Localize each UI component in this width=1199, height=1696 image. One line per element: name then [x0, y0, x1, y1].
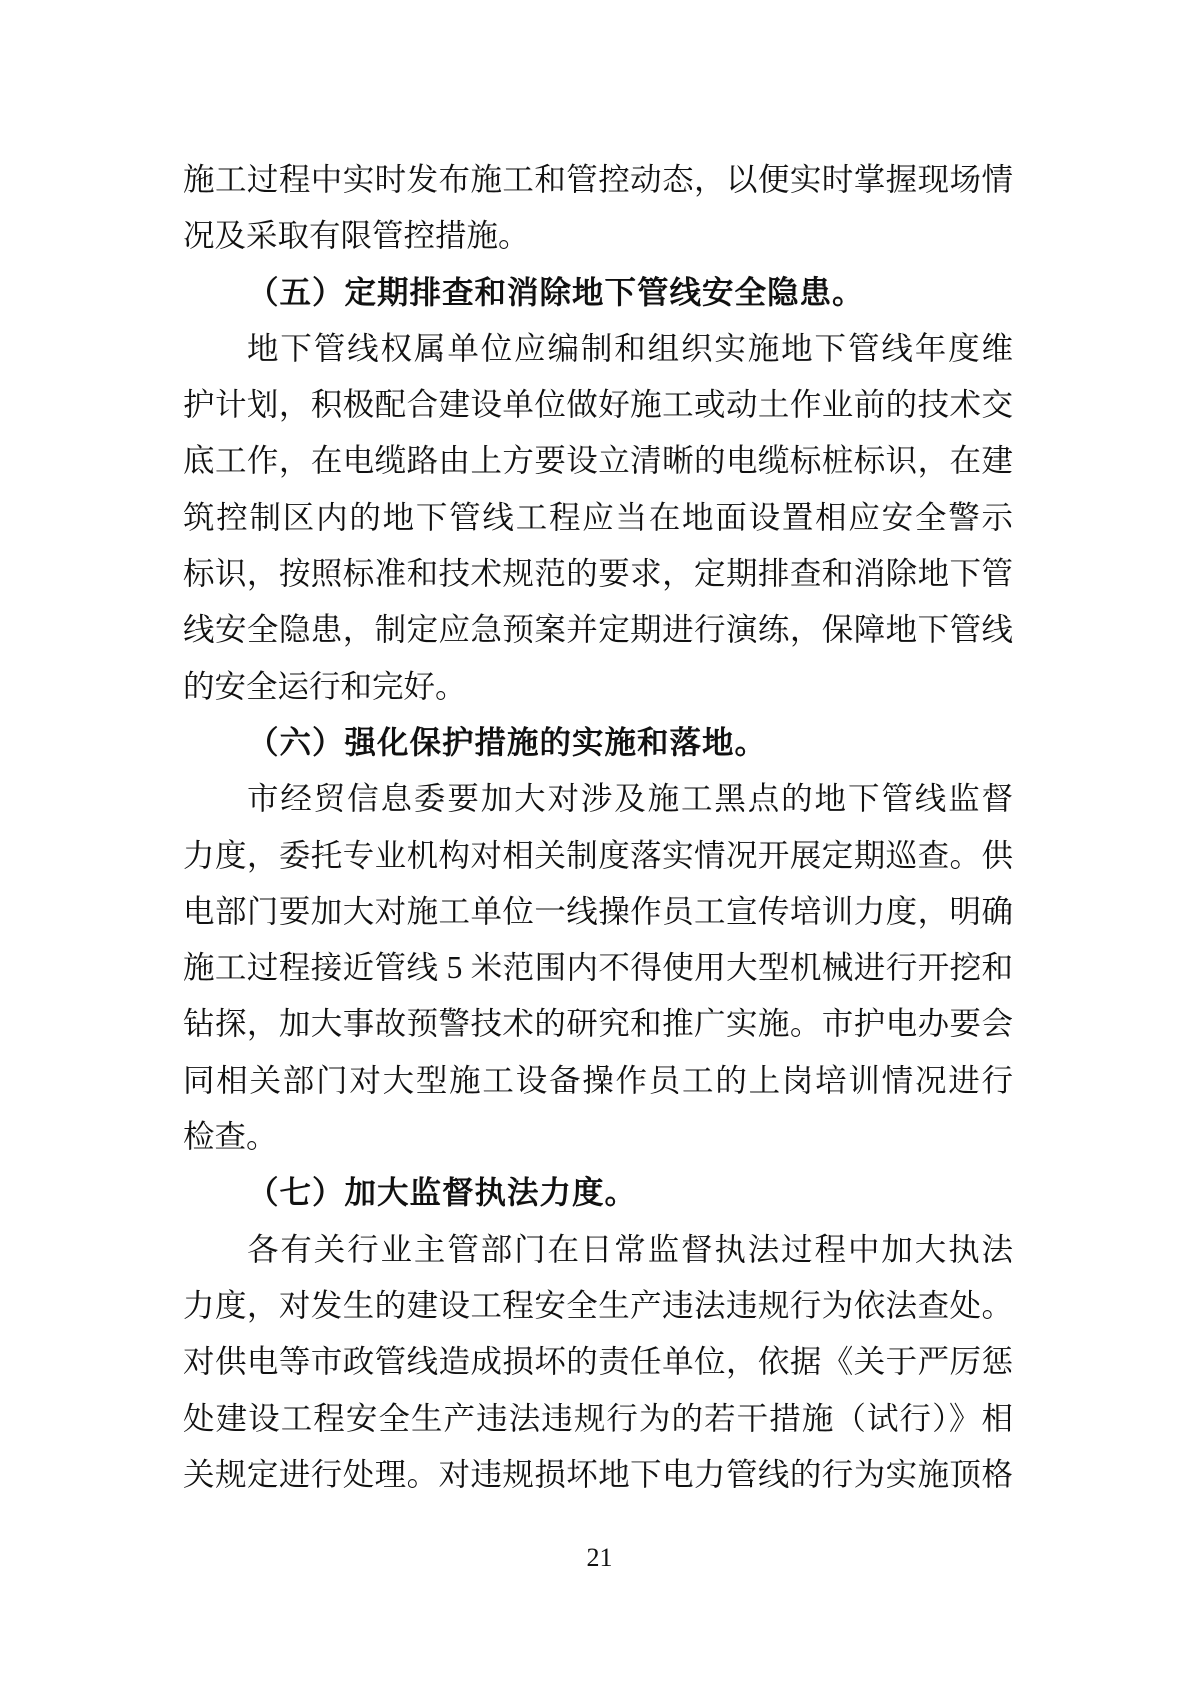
- text-line: 况及采取有限管控措施。: [183, 218, 530, 254]
- text-line: 力度，对发生的建设工程安全生产违法违规行为依法查处。: [183, 1287, 1013, 1323]
- section-heading: （七）加大监督执法力度。: [247, 1175, 638, 1211]
- text-line: 钻探，加大事故预警技术的研究和推广实施。市护电办要会: [183, 1006, 1013, 1042]
- text-line: 筑控制区内的地下管线工程应当在地面设置相应安全警示: [183, 499, 1013, 535]
- text-line: 检查。: [183, 1119, 278, 1155]
- text-line: 的安全运行和完好。: [183, 668, 467, 704]
- text-line: 施工过程接近管线 5 米范围内不得使用大型机械进行开挖和: [183, 950, 1013, 986]
- text-line: 施工过程中实时发布施工和管控动态，以便实时掌握现场情: [183, 162, 1013, 197]
- text-line: 线安全隐患，制定应急预案并定期进行演练，保障地下管线: [183, 612, 1013, 648]
- text-line: 地下管线权属单位应编制和组织实施地下管线年度维: [247, 330, 1013, 366]
- document-body: [183, 152, 1013, 1503]
- text-line: 同相关部门对大型施工设备操作员工的上岗培训情况进行: [183, 1062, 1013, 1098]
- page-number: 21: [586, 1543, 613, 1572]
- text-line: 各有关行业主管部门在日常监督执法过程中加大执法: [247, 1231, 1013, 1267]
- text-line: 力度，委托专业机构对相关制度落实情况开展定期巡查。供: [183, 837, 1013, 873]
- section-heading: （六）强化保护措施的实施和落地。: [247, 724, 768, 760]
- text-line: 底工作，在电缆路由上方要设立清晰的电缆标桩标识，在建: [183, 443, 1013, 479]
- section-heading: （五）定期排查和消除地下管线安全隐患。: [247, 274, 865, 310]
- text-line: 关规定进行处理。对违规损坏地下电力管线的行为实施顶格: [183, 1456, 1013, 1492]
- text-line: 对供电等市政管线造成损坏的责任单位，依据《关于严厉惩: [183, 1344, 1013, 1380]
- text-line: 护计划，积极配合建设单位做好施工或动土作业前的技术交: [183, 387, 1013, 423]
- text-line: 标识，按照标准和技术规范的要求，定期排查和消除地下管: [183, 556, 1013, 592]
- text-line: 处建设工程安全生产违法违规行为的若干措施（试行）》相: [183, 1400, 1013, 1436]
- text-line: 市经贸信息委要加大对涉及施工黑点的地下管线监督: [247, 781, 1013, 817]
- text-line: 电部门要加大对施工单位一线操作员工宣传培训力度，明确: [183, 893, 1013, 929]
